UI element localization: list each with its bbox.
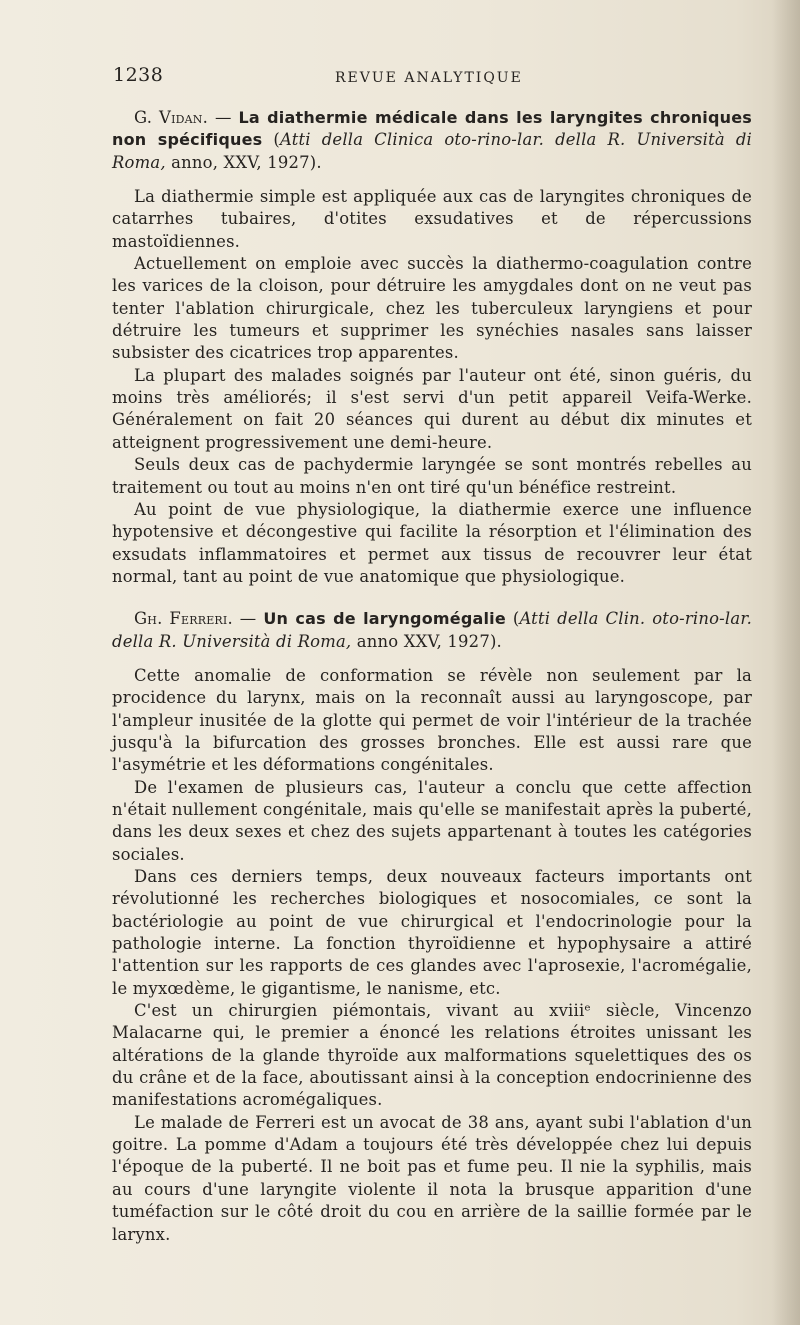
entry-title: Un cas de laryngomégalie: [263, 609, 506, 629]
paragraph: Dans ces derniers temps, deux nouveaux facteurs importants ont révolutionné les recherches biologiques et nosocomiales, ce sont la bactériologie au point de vue chirurgical et l'endocrinologie pour la pathologie interne. La fonction thyroïdienne et hypophysaire a attiré l'attention sur les rapports de ces glandes avec l'aprosexie, l'acromégalie, le myxœdème, le gigantisme, le nanisme, etc.: [112, 867, 752, 998]
paragraph: De l'examen de plusieurs cas, l'auteur a conclu que cette affection n'était nullement congénitale, mais qu'elle se manifestait après la puberté, dans les deux sexes et chez des sujets appartenant à toutes les catégories sociales.: [112, 777, 752, 864]
entry-author: Gh. Ferreri.: [134, 609, 233, 629]
entry-dash: —: [232, 609, 264, 629]
entry-source: Atti della Clinica oto-rino-lar. della R. Università di Roma,: [112, 130, 752, 172]
paragraph: La diathermie simple est appliquée aux cas de laryngites chroniques de catarrhes tubaires, d'otites exsudatives et de répercussions mastoïdiennes.: [112, 187, 752, 251]
paragraph: Au point de vue physiologique, la diathermie exerce une influence hypotensive et décongestive qui facilite la résorption et l'élimination des exsudats inflammatoires et permet aux tissus de recouvrer leur état normal, tant au point de vue anatomique que physiologique.: [112, 499, 752, 586]
entry-source-open: (: [262, 130, 280, 150]
text-column: [112, 107, 752, 1246]
running-head: [113, 64, 753, 90]
paragraph: Seuls deux cas de pachydermie laryngée se sont montrés rebelles au traitement ou tout au moins n'en ont tiré qu'un bénéfice restreint.: [112, 455, 752, 497]
entry-dash: —: [208, 108, 239, 127]
paragraph: Le malade de Ferreri est un avocat de 38 ans, ayant subi l'ablation d'un goitre. La pomme d'Adam a toujours été très développée chez lui depuis l'époque de la puberté. Il ne boit pas et fume peu. Il nie la syphilis, mais au cours d'une laryngite violente il nota la brusque apparition d'une tuméfaction sur le côté droit du cou en arrière de la saillie formée par le larynx.: [112, 1112, 752, 1244]
entry-source-open: (: [505, 609, 520, 629]
entry-source-rest: anno, XXV, 1927).: [165, 152, 322, 172]
entry-heading: [112, 608, 752, 653]
paragraph: C'est un chirurgien piémontais, vivant au xviiiᵉ siècle, Vincenzo Malacarne qui, le premier a énoncé les relations étroites unissant les altérations de la glande thyroïde aux malformations squelettiques des os du crâne et de la face, aboutissant ainsi à la conception endocrinienne des manifestations acromégaliques.: [112, 1001, 752, 1110]
entry-author: G. Vidan.: [134, 108, 209, 127]
page-gutter-shadow: [772, 0, 800, 1325]
entry-title: La diathermie médicale dans les laryngites chroniques non spécifiques: [112, 108, 752, 150]
journal-title: REVUE ANALYTIQUE: [335, 70, 523, 86]
entry-source: Atti della Clin. oto-rino-lar. della R. Università di Roma,: [112, 609, 752, 651]
page-number: 1238: [113, 64, 164, 86]
paragraph: Cette anomalie de conformation se révèle non seulement par la procidence du larynx, mais on la reconnaît aussi au laryngoscope, par l'ampleur inusitée de la glotte qui permet de voir l'intérieur de la trachée jusqu'à la bifurcation des grosses bronches. Elle est aussi rare que l'asymétrie et les déformations congénitales.: [112, 665, 752, 775]
entry-heading: [112, 107, 752, 174]
paragraph: Actuellement on emploie avec succès la diathermo-coagulation contre les varices de la cloison, pour détruire les amygdales dont on ne veut pas tenter l'ablation chirurgicale, chez les tuberculeux laryngiens et pour détruire les tumeurs et supprimer les synéchies nasales sans laisser subsister des cicatrices trop apparentes.: [112, 254, 752, 363]
entry-source-rest: anno XXV, 1927).: [351, 631, 502, 651]
paragraph: La plupart des malades soignés par l'auteur ont été, sinon guéris, du moins très améliorés; il s'est servi d'un petit appareil Veifa-Werke. Généralement on fait 20 séances qui durent au début dix minutes et atteignent progressivement une demi-heure.: [112, 365, 752, 452]
